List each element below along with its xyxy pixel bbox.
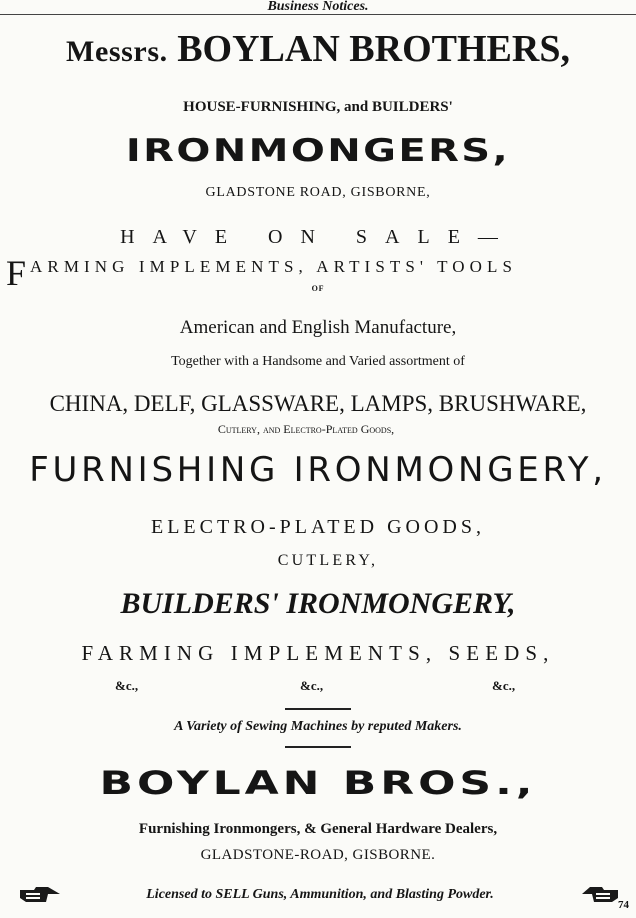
etc-1: &c., [115,678,139,693]
cutlery-plated-line: Cutlery, and Electro-Plated Goods, [217,422,395,436]
etc-3: &c., [492,678,516,693]
dealers-line: Furnishing Ironmongers, & General Hardware Dealers, [138,821,498,837]
firm-name: BOYLAN BROTHERS, [177,28,570,70]
sewing-line: A Variety of Sewing Machines by reputed Makers. [174,719,462,734]
of-line: OF [311,284,325,293]
pointing-hand-icon [580,884,620,911]
firm-line [0,30,636,68]
have-on-sale: HAVE ON SALE— [120,226,516,248]
header-rule [0,14,636,15]
manufacture-line: American and English Manufacture, [179,317,457,338]
firm-prefix: Messrs. [66,35,168,68]
china-line: CHINA, DELF, GLASSWARE, LAMPS, BRUSHWARE, [49,391,587,416]
licensed-line: Licensed to SELL Guns, Ammunition, and Blasting Powder. [146,887,494,902]
section-header: Business Notices. [267,0,369,14]
brand-line: BOYLAN BROS., [99,765,537,802]
together-line: Together with a Handsome and Varied assortment of [171,354,465,369]
divider-lower [285,746,351,748]
builders-line: BUILDERS' IRONMONGERY, [120,587,516,620]
etc-2: &c., [300,678,324,693]
furnishing-line: FURNISHING IRONMONGERY, [29,450,607,490]
drop-cap: F [6,253,27,293]
page-number: 74 [618,899,629,911]
address-footer-line: GLADSTONE-ROAD, GISBORNE. [200,847,436,863]
farming-tools-line: ARMING IMPLEMENTS, ARTISTS' TOOLS [30,257,518,276]
address-line: GLADSTONE ROAD, GISBORNE, [205,185,431,200]
trade-line: HOUSE-FURNISHING, and BUILDERS' [183,99,453,115]
farming-seeds-line: FARMING IMPLEMENTS, SEEDS, [81,641,555,665]
cutlery-line: CUTLERY, [277,552,379,569]
trade-title: IRONMONGERS, [125,133,511,169]
electro-plated-line: ELECTRO-PLATED GOODS, [151,516,485,538]
divider-upper [285,708,351,710]
